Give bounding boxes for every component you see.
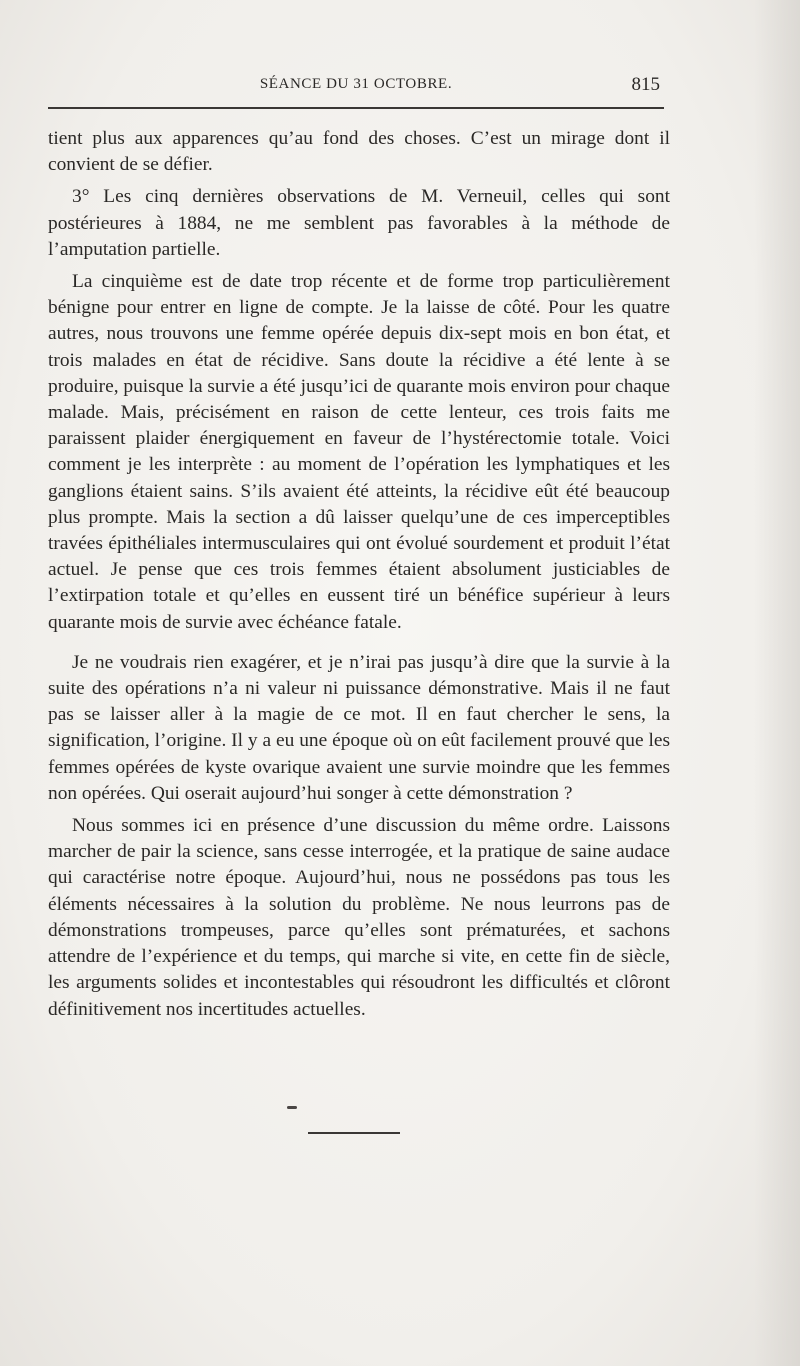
page-number: 815 <box>631 74 660 95</box>
running-head <box>52 74 660 102</box>
page-edge-shadow <box>754 0 800 1366</box>
paragraph-4: Je ne voudrais rien exagérer, et je n’irai pas jusqu’à dire que la survie à la suite des opérations n’a ni valeur ni puissance démonstrative. Mais il ne faut pas se laisser aller à la magie de ce mot. Il en faut chercher le sens, la signification, l’origine. Il y a eu une époque où on eût facilement prouvé que les femmes opérées de kyste ovarique avaient une survie moindre que les femmes non opérées. Qui oserait aujourd’hui songer à cette démonstration ? <box>48 651 670 804</box>
ornament-dot <box>287 1106 297 1109</box>
body-text <box>48 126 670 1023</box>
running-title: SÉANCE DU 31 OCTOBRE. <box>259 76 453 92</box>
paragraph-2: 3° Les cinq dernières observations de M. Verneuil, celles qui sont postérieures à 1884, ne me semblent pas favorables à la méthode de l’amputation partielle. <box>48 186 670 260</box>
header-rule <box>48 107 664 109</box>
paragraph-5: Nous sommes ici en présence d’une discussion du même ordre. Laissons marcher de pair la science, sans cesse interrogée, et la pratique de saine audace qui caractérise notre époque. Aujourd’hui, nous ne possédons pas tous les éléments nécessaires à la solution du problème. Ne nous leurrons pas de démonstrations trompeuses, parce qu’elles sont prématurées, et sachons attendre de l’expérience et du temps, qui marche si vite, en cette fin de siècle, les arguments solides et incontestables qui résoudront les difficultés et clôront définitivement nos incertitudes actuelles. <box>48 815 670 1020</box>
end-rule <box>308 1132 400 1134</box>
paragraph-3: La cinquième est de date trop récente et de forme trop particulièrement bénigne pour entrer en ligne de compte. Je la laisse de côté. Pour les quatre autres, nous trouvons une femme opérée depuis dix-sept mois en bon état, et trois malades en état de récidive. Sans doute la récidive a été lente à se produire, puisque la survie a été jusqu’ici de quarante mois environ pour chaque malade. Mais, précisément en raison de cette lenteur, ces trois faits me paraissent plaider énergiquement en faveur de l’hystérectomie totale. Voici comment je les interprète : au moment de l’opération les lymphatiques et les ganglions étaient sains. S’ils avaient été atteints, la récidive eût été beaucoup plus prompte. Mais la section a dû laisser quelqu’une de ces imperceptibles travées épithéliales intermusculaires qui ont évolué sourdement et produit l’état actuel. Je pense que ces trois femmes étaient absolument justiciables de l’extirpation totale et qu’elles en eussent tiré un bénéfice supérieur à leurs quarante mois de survie avec échéance fatale. <box>48 271 670 633</box>
paragraph-1: tient plus aux apparences qu’au fond des choses. C’est un mirage dont il convient de se défier. <box>48 128 670 176</box>
